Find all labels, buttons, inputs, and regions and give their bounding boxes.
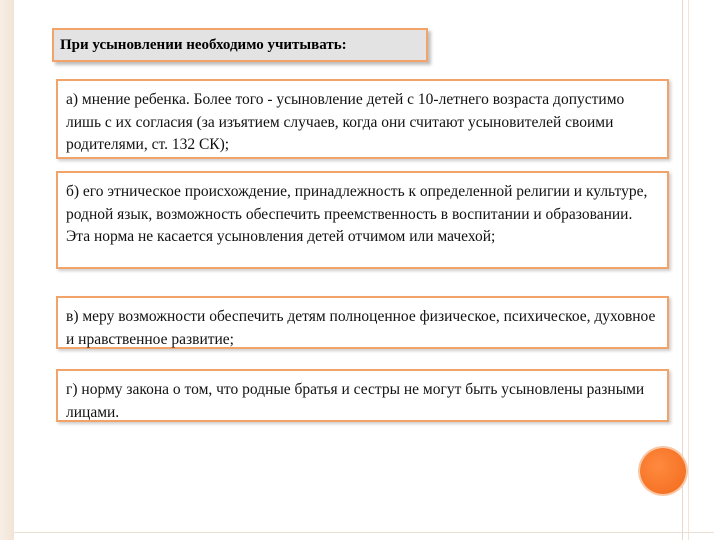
bottom-decor-line [14, 532, 714, 533]
list-item-b-text: б) его этническое происхождение, принадлежность к определенной религии и культуре, родной язык, возможность обеспечить преемственность в воспитании и образовании. Эта норма не касается усыновления детей отчимом или мачехой; [66, 183, 648, 245]
left-decor-bar [0, 0, 14, 540]
list-item-d [56, 369, 669, 422]
orange-circle-icon [640, 448, 686, 494]
list-item-d-text: г) норму закона о том, что родные братья и сестры не могут быть усыновлены разными лицами. [66, 381, 645, 421]
slide-heading-text: При усыновлении необходимо учитывать: [60, 36, 347, 53]
list-item-a [56, 79, 669, 159]
list-item-a-text: а) мнение ребенка. Более того - усыновление детей с 10-летнего возраста допустимо лишь с их согласия (за изъятием случаев, когда они считают усыновителей своими родителями, ст. 132 СК); [66, 91, 625, 153]
list-item-c-text: в) меру возможности обеспечить детям полноценное физическое, психическое, духовное и нравственное развитие; [66, 308, 656, 348]
list-item-b [56, 171, 669, 269]
right-decor-line-2 [688, 0, 689, 540]
slide-heading [52, 28, 428, 62]
list-item-c [56, 296, 669, 349]
